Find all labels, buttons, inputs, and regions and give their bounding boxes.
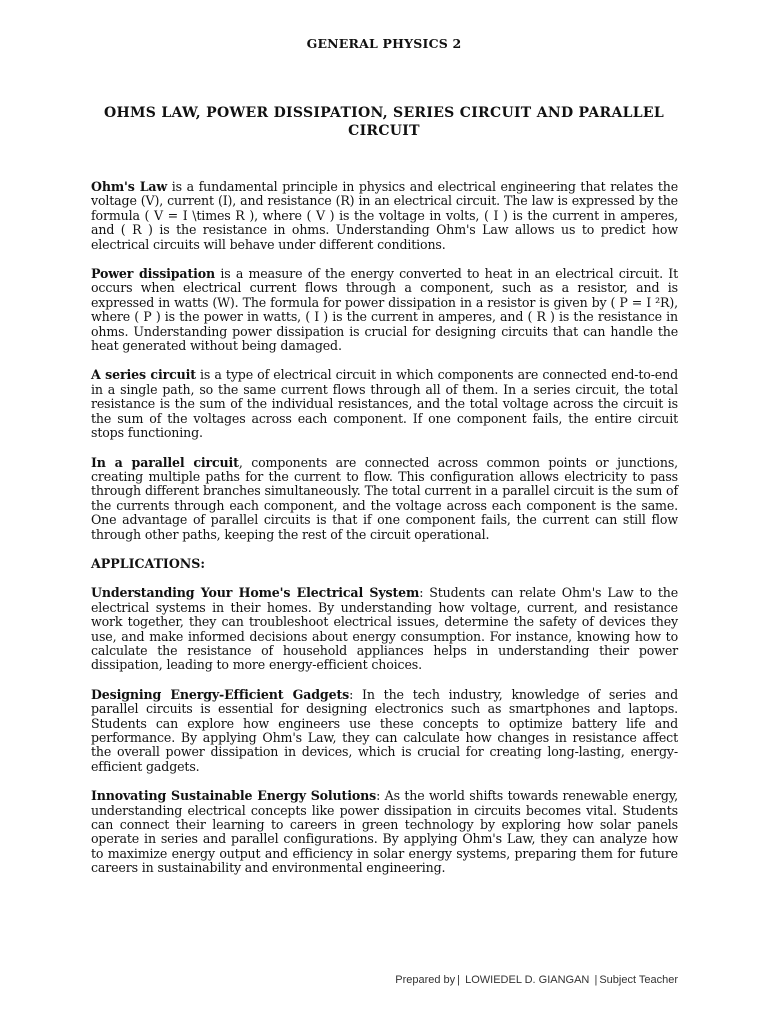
footer-role: Subject Teacher: [599, 974, 678, 986]
term-home-electrical: Understanding Your Home's Electrical System: [91, 585, 420, 601]
term-ohms-law: Ohm's Law: [91, 179, 168, 194]
paragraph-power-dissipation: [91, 267, 678, 353]
text-power-dissipation: is a measure of the energy converted to heat in an electrical circuit. It occurs when electrical current flows through a component, such as a resistor, and is expressed in watts (W). The formula for power dissipation in a resistor is given by ( P = I ²R), where ( P ) is the power in watts, ( I ) is the current in amperes, and ( R ) is the resistance in ohms. Understanding power dissipation is crucial for designing circuits that can handle the heat generated without being damaged.: [91, 266, 678, 354]
term-parallel-circuit: In a parallel circuit: [91, 454, 239, 470]
application-home-electrical: [91, 586, 678, 672]
term-sustainable-energy: Innovating Sustainable Energy Solutions: [91, 788, 377, 804]
footer-separator-2: |: [594, 974, 598, 986]
term-series-circuit: A series circuit: [91, 367, 196, 383]
footer-teacher-name: LOWIEDEL D. GIANGAN: [465, 974, 590, 986]
application-sustainable-energy: [91, 789, 678, 875]
text-energy-efficient-gadgets: : In the tech industry, knowledge of series and parallel circuits is essential for designing electronics such as smartphones and laptops. Students can explore how engineers use these concepts to optimize battery life and performance. By applying Ohm's Law, they can calculate how changes in resistance affect the overall power dissipation in devices, which is crucial for creating long-lasting, energy-efficient gadgets.: [91, 686, 678, 774]
text-parallel-circuit: , components are connected across common points or junctions, creating multiple paths for the current to flow. This configuration allows electricity to pass through different branches simultaneously. The total current in a parallel circuit is the sum of the currents through each component, and the voltage across each component is the same. One advantage of parallel circuits is that if one component fails, the current can still flow through other paths, keeping the rest of the circuit operational.: [91, 454, 678, 542]
footer: [395, 974, 678, 986]
paragraph-parallel-circuit: [91, 456, 678, 542]
document-body: [91, 180, 678, 891]
footer-separator-1: |: [457, 974, 461, 986]
applications-heading: APPLICATIONS:: [91, 555, 206, 571]
course-header: GENERAL PHYSICS 2: [306, 36, 462, 51]
document-title: OHMS LAW, POWER DISSIPATION, SERIES CIRCUIT AND PARALLEL CIRCUIT: [103, 105, 665, 139]
paragraph-ohms-law: [91, 180, 678, 252]
text-home-electrical: : Students can relate Ohm's Law to the electrical systems in their homes. By understanding how voltage, current, and resistance work together, they can troubleshoot electrical issues, determine the safety of devices they use, and make informed decisions about energy consumption. For instance, knowing how to calculate the resistance of household appliances helps in understanding their power dissipation, leading to more energy-efficient choices.: [91, 585, 678, 673]
application-energy-efficient-gadgets: [91, 688, 678, 774]
text-ohms-law: is a fundamental principle in physics and electrical engineering that relates the voltage (V), current (I), and resistance (R) in an electrical circuit. The law is expressed by the formula ( V = I \times R ), where ( V ) is the voltage in volts, ( I ) is the current in amperes, and ( R ) is the resistance in ohms. Understanding Ohm's Law allows us to predict how electrical circuits will behave under different conditions.: [91, 179, 678, 252]
text-series-circuit: is a type of electrical circuit in which components are connected end-to-end in a single path, so the same current flows through all of them. In a series circuit, the total resistance is the sum of the individual resistances, and the total voltage across the circuit is the sum of the voltages across each component. If one component fails, the entire circuit stops functioning.: [91, 367, 678, 441]
footer-prepared-by: Prepared by: [395, 974, 456, 986]
text-sustainable-energy: : As the world shifts towards renewable energy, understanding electrical concepts like power dissipation in circuits becomes vital. Students can connect their learning to careers in green technology by exploring how solar panels operate in series and parallel configurations. By applying Ohm's Law, they can analyze how to maximize energy output and efficiency in solar energy systems, preparing them for future careers in sustainability and environmental engineering.: [91, 788, 678, 876]
paragraph-series-circuit: [91, 368, 678, 440]
term-power-dissipation: Power dissipation: [91, 266, 215, 282]
term-energy-efficient-gadgets: Designing Energy-Efficient Gadgets: [91, 686, 350, 702]
